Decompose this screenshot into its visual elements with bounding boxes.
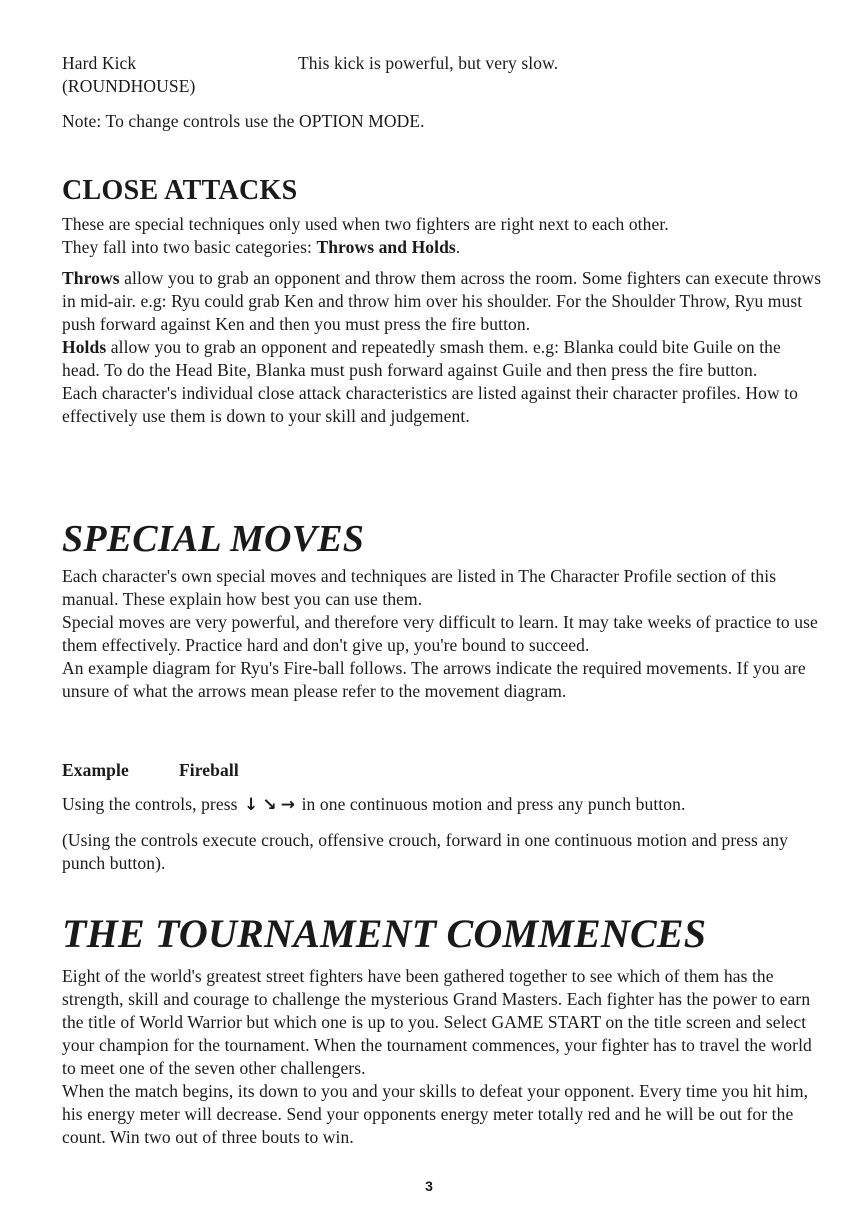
- kick-name: Hard Kick: [62, 53, 137, 73]
- example-label: Example: [62, 760, 129, 780]
- arrow-down-right-icon: ↘: [262, 795, 277, 815]
- categories-bold: Throws and Holds: [316, 237, 456, 257]
- kick-description: This kick is powerful, but very slow.: [298, 53, 559, 73]
- special-moves-p3: An example diagram for Ryu's Fire-ball follows. The arrows indicate the required movements. If you are unsure of what the arrows mean please refer to the movement diagram.: [62, 658, 806, 701]
- controls-explanation: (Using the controls execute crouch, offensive crouch, forward in one continuous motion and press any punch button).: [62, 830, 789, 873]
- example-row: [62, 759, 822, 782]
- close-attacks-intro-line1: These are special techniques only used when two fighters are right next to each other.: [62, 214, 669, 234]
- profiles-paragraph: Each character's individual close attack characteristics are listed against their character profiles. How to effectively use them is down to your skill and judgement.: [62, 383, 798, 426]
- controls-line: [62, 793, 822, 817]
- intro-text: They fall into two basic categories:: [62, 237, 317, 257]
- intro-period: .: [455, 237, 461, 257]
- close-attacks-body: [62, 267, 822, 428]
- special-moves-p1: Each character's own special moves and techniques are listed in The Character Profile section of this manual. These explain how best you can use them.: [62, 566, 777, 609]
- special-moves-body: [62, 565, 822, 703]
- tournament-heading: THE TOURNAMENT COMMENCES: [62, 911, 707, 956]
- example-move-name: Fireball: [179, 760, 239, 780]
- holds-text: allow you to grab an opponent and repeatedly smash them. e.g: Blanka could bite Guile on the head. To do the Head Bite, Blanka must push forward against Guile and then press the fire button.: [62, 337, 781, 380]
- arrow-right-icon: →: [280, 795, 296, 815]
- options-note: Note: To change controls use the OPTION MODE.: [62, 111, 425, 131]
- throws-paragraph: [62, 267, 822, 336]
- kick-alias: (ROUNDHOUSE): [62, 76, 196, 96]
- page-number: 3: [425, 1178, 433, 1194]
- tournament-p1: Eight of the world's greatest street fighters have been gathered together to see which of them has the strength, skill and courage to challenge the mysterious Grand Masters. Each fighter has the power to earn the title of World Warrior but which one is up to you. Select GAME START on the title screen and select your champion for the tournament. When the tournament commences, your fighter has to travel the world to meet one of the seven other challengers.: [62, 966, 812, 1078]
- special-moves-heading: SPECIAL MOVES: [62, 518, 365, 560]
- throws-text: allow you to grab an opponent and throw them across the room. Some fighters can execute throws in mid-air. e.g: Ryu could grab Ken and throw him over his shoulder. For the Shoulder Throw, Ryu must push forward against Ken and then you must press the fire button.: [62, 268, 822, 334]
- close-attacks-intro-line2: [62, 236, 822, 259]
- arrow-down-icon: ↓: [244, 795, 259, 815]
- controls-instruction: [62, 793, 822, 817]
- controls-post: in one continuous motion and press any punch button.: [301, 794, 686, 814]
- tournament-p2: When the match begins, its down to you and your skills to defeat your opponent. Every time you hit him, his energy meter will decrease. Send your opponents energy meter totally red and he will be out for the count. Win two out of three bouts to win.: [62, 1081, 809, 1147]
- throws-label: Throws: [62, 268, 120, 288]
- tournament-body: [62, 965, 822, 1149]
- close-attacks-intro: [62, 213, 822, 259]
- controls-pre: Using the controls, press: [62, 794, 238, 814]
- special-moves-p2: Special moves are very powerful, and therefore very difficult to learn. It may take weeks of practice to use them effectively. Practice hard and don't give up, you're bound to succeed.: [62, 612, 818, 655]
- holds-label: Holds: [62, 337, 107, 357]
- holds-paragraph: [62, 336, 822, 382]
- close-attacks-heading: CLOSE ATTACKS: [62, 175, 298, 206]
